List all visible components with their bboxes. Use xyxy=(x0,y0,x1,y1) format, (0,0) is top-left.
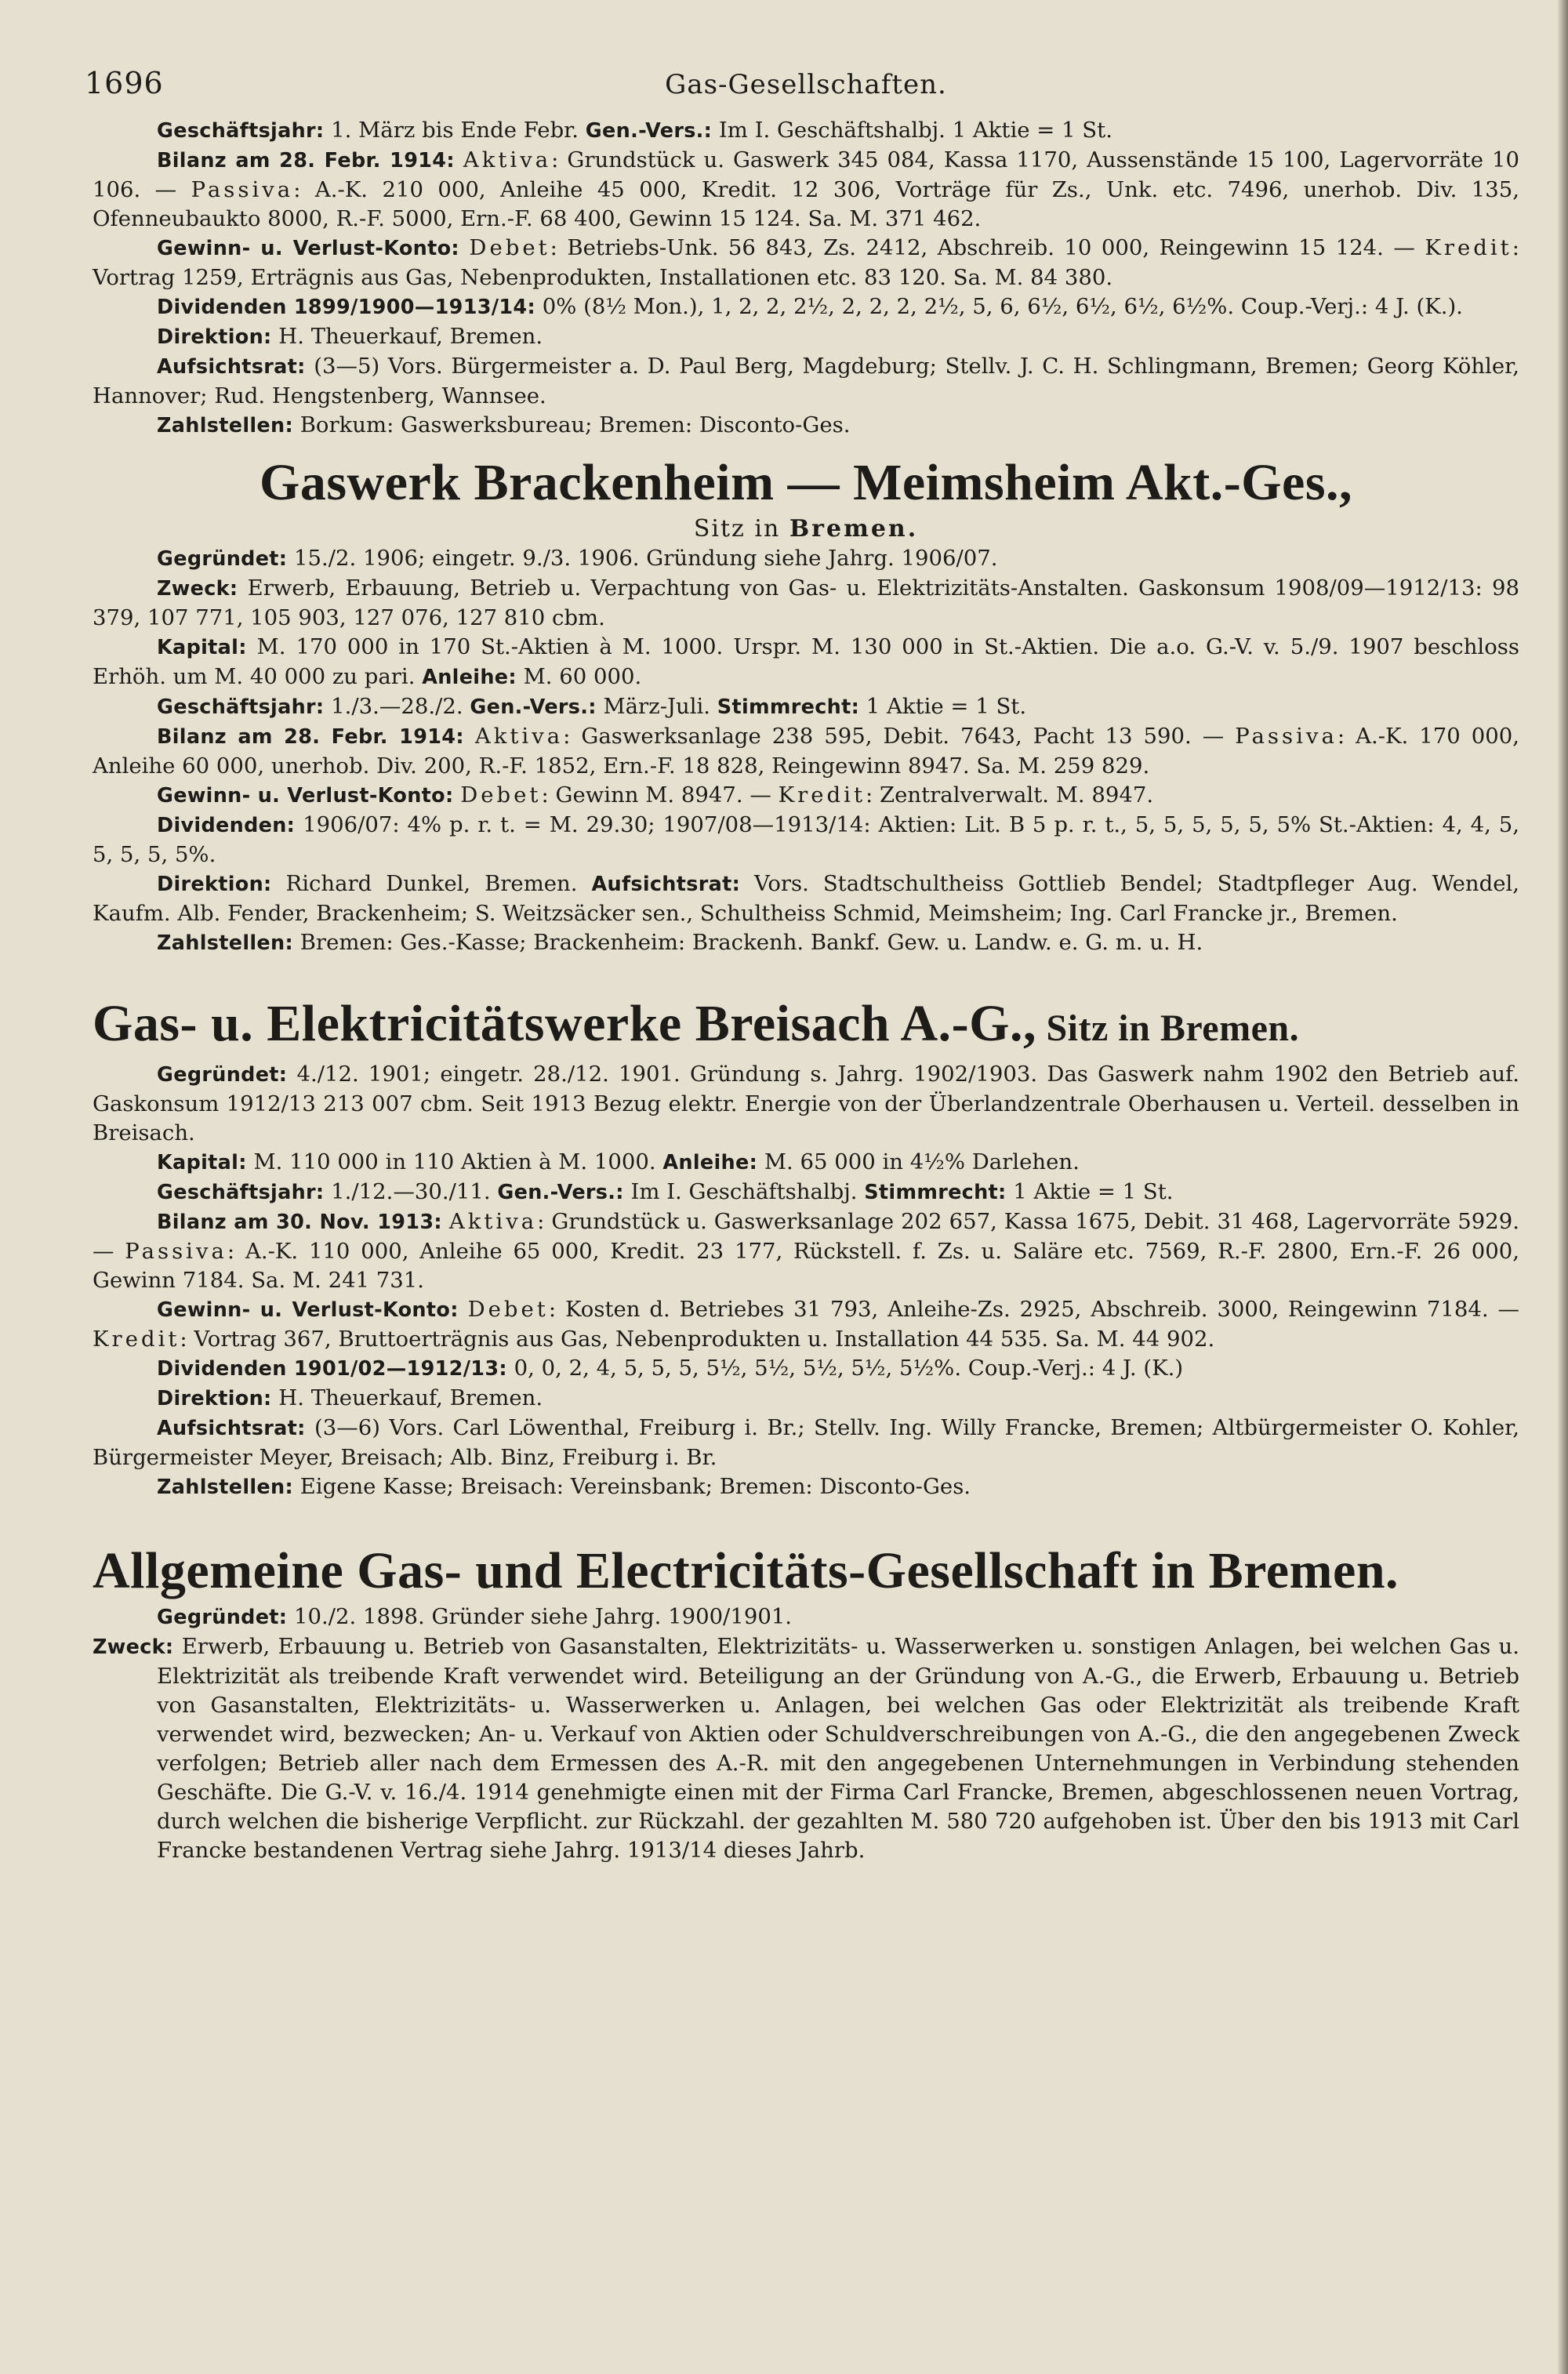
field-text: März-Juli. xyxy=(596,694,717,719)
company-entry-breisach xyxy=(93,993,1519,1502)
entry-paragraph xyxy=(93,1603,1519,1632)
spaced-label: Kredit xyxy=(778,782,866,808)
entry-paragraph xyxy=(93,1148,1519,1178)
entry-paragraph xyxy=(93,292,1519,322)
field-label: Stimmrecht: xyxy=(717,695,860,719)
entry-paragraph xyxy=(93,633,1519,692)
field-label: Gegründet: xyxy=(157,547,288,571)
entry-paragraph xyxy=(93,1414,1519,1472)
field-text: Im I. Geschäftshalbj. xyxy=(623,1179,865,1204)
entry-paragraph xyxy=(93,146,1519,234)
entry-paragraph xyxy=(93,1178,1519,1207)
spaced-label: Debet xyxy=(467,1297,549,1322)
company-heading xyxy=(93,993,1519,1060)
field-label: Bilanz am 30. Nov. 1913: xyxy=(157,1211,442,1234)
field-label: Kapital: xyxy=(157,1151,247,1174)
field-text: 1./12.—30./11. xyxy=(324,1179,498,1204)
entry-paragraph xyxy=(93,1384,1519,1414)
field-text: : Gewinn M. 8947. — xyxy=(541,782,779,808)
field-label: Aufsichtsrat: xyxy=(157,355,306,379)
field-label: Gen.-Vers.: xyxy=(585,119,713,143)
spaced-label: Aktiva xyxy=(448,1209,538,1234)
running-header xyxy=(85,61,1519,116)
field-text: M. 60 000. xyxy=(516,664,642,689)
field-label: Zahlstellen: xyxy=(157,414,293,437)
field-text: H. Theuerkauf, Bremen. xyxy=(271,1385,543,1410)
field-text: : Grundstück u. Gaswerk 345 084, Kassa 1170, Aussenstände 15 100, Lagervorräte 10 106. — xyxy=(93,147,1520,202)
seat-city: Bremen. xyxy=(789,515,919,543)
field-text: Erwerb, Erbauung, Betrieb u. Verpachtung von Gas- u. Elektrizitäts-Anstalten. Gaskonsum 1908/09—1912/13: 98 379, 107 771, 105 903, 127 076, 127 810 cbm. xyxy=(93,575,1519,630)
field-text: 4./12. 1901; eingetr. 28./12. 1901. Gründung s. Jahrg. 1902/1903. Das Gaswerk nahm 1902 den Betrieb auf. Gaskonsum 1912/13 213 007 cbm. Seit 1913 Bezug elektr. Energie von der Überlandzentrale Oberhausen u. Verteil. desselben in Breisach. xyxy=(93,1062,1519,1145)
field-text: M. 65 000 in 4½% Darlehen. xyxy=(757,1149,1080,1174)
field-text: M. 110 000 in 110 Aktien à M. 1000. xyxy=(246,1149,663,1174)
spaced-label: Debet xyxy=(460,782,542,808)
entry-paragraph xyxy=(93,116,1519,146)
field-label: Zahlstellen: xyxy=(157,931,293,955)
field-label: Anleihe: xyxy=(422,666,517,689)
entry-paragraph xyxy=(93,1207,1519,1295)
continuation-entry xyxy=(93,116,1519,441)
field-label: Zweck: xyxy=(157,577,238,601)
entry-paragraph xyxy=(93,811,1519,869)
spaced-label: Passiva xyxy=(1235,724,1338,749)
field-label: Dividenden 1901/02—1912/13: xyxy=(157,1357,507,1381)
field-text: : A.-K. 110 000, Anleihe 65 000, Kredit. 23 177, Rückstell. f. Zs. u. Saläre etc. 7569, R.-F. 2800, Ern.-F. 26 000, Gewinn 7184. Sa. M. 241 731. xyxy=(93,1239,1519,1293)
field-text: M. 170 000 in 170 St.-Aktien à M. 1000. Urspr. M. 130 000 in St.-Aktien. Die a.o. G.-V. v. 5./9. 1907 beschloss Erhöh. um M. 40 000 zu pari. xyxy=(93,634,1519,689)
field-text: : A.-K. 170 000, Anleihe 60 000, unerhob. Div. 200, R.-F. 1852, Ern.-F. 18 828, Reingewinn 8947. Sa. M. 259 829. xyxy=(93,724,1520,779)
company-seat: Sitz in Bremen. xyxy=(1036,1007,1300,1049)
entry-paragraph xyxy=(93,411,1519,441)
entry-paragraph xyxy=(93,544,1519,574)
field-text: Vors. Stadtschultheiss Gottlieb Bendel; Stadtpfleger Aug. Wendel, Kaufm. Alb. Fender, Brackenheim; S. Weitzsäcker sen., Schultheiss Schmid, Meimsheim; Ing. Carl Francke jr., Bremen. xyxy=(93,871,1520,926)
company-name: Gas- u. Elektricitätswerke Breisach A.-G., xyxy=(93,995,1036,1052)
field-label: Gen.-Vers.: xyxy=(497,1181,624,1204)
company-heading: Allgemeine Gas- und Electricitäts-Gesellschaft in Bremen. xyxy=(93,1542,1399,1599)
company-heading: Gaswerk Brackenheim — Meimsheim Akt.-Ges., xyxy=(259,454,1352,511)
entry-paragraph xyxy=(93,722,1519,781)
scan-shadow-edge xyxy=(1557,0,1568,2374)
seat-prefix: Sitz in xyxy=(693,515,789,543)
field-text: (3—6) Vors. Carl Löwenthal, Freiburg i. Br.; Stellv. Ing. Willy Francke, Bremen; Altbürgermeister O. Kohler, Bürgermeister Meyer, Breisach; Alb. Binz, Freiburg i. Br. xyxy=(93,1415,1519,1470)
entry-paragraph xyxy=(93,1354,1519,1384)
field-text: : Vortrag 1259, Erträgnis aus Gas, Nebenprodukten, Installationen etc. 83 120. Sa. M. 84 380. xyxy=(93,235,1519,290)
field-label: Anleihe: xyxy=(662,1151,758,1174)
field-label: Geschäftsjahr: xyxy=(157,695,325,719)
entry-paragraph xyxy=(93,869,1519,928)
entry-paragraph xyxy=(93,692,1519,722)
entry-paragraph xyxy=(93,322,1519,352)
company-entry-allgemeine xyxy=(93,1540,1519,1865)
field-text: : Zentralverwalt. M. 8947. xyxy=(866,782,1154,808)
field-text: 1./3.—28./2. xyxy=(324,694,470,719)
field-label: Dividenden: xyxy=(157,814,296,837)
field-label: Kapital: xyxy=(157,636,247,659)
field-text: 10./2. 1898. Gründer siehe Jahrg. 1900/1901. xyxy=(287,1604,793,1629)
field-text: Bremen: Ges.-Kasse; Brackenheim: Brackenh. Bankf. Gew. u. Landw. e. G. m. u. H. xyxy=(292,930,1203,955)
field-text: : A.-K. 210 000, Anleihe 45 000, Kredit. 12 306, Vorträge für Zs., Unk. etc. 7496, unerhob. Div. 135, Ofenneubaukto 8000, R.-F. 5000, Ern.-F. 68 400, Gewinn 15 124. Sa. M. 371 462. xyxy=(93,177,1520,231)
field-text: 15./2. 1906; eingetr. 9./3. 1906. Gründung siehe Jahrg. 1906/07. xyxy=(287,546,998,571)
field-label: Aufsichtsrat: xyxy=(157,1417,306,1440)
spaced-label: Kredit xyxy=(1425,235,1512,260)
field-label: Bilanz am 28. Febr. 1914: xyxy=(157,725,464,749)
company-entry-brackenheim xyxy=(93,452,1519,958)
field-text: Erwerb, Erbauung u. Betrieb von Gasanstalten, Elektrizitäts- u. Wasserwerken u. sonstigen Anlagen, bei welchen Gas u. Elektrizität als treibende Kraft verwendet wird. Beteiligung an der Gründung von A.-G., die Erwerb, Erbauung u. Betrieb von Gasanstalten, Elektrizitäts- u. Wasserwerken u. Anlagen, bei welchen Gas oder Elektrizität als treibende Kraft verwendet wird, bezwecken; An- u. Verkauf von Aktien oder Schuldverschreibungen von A.-G., die den angegebenen Zweck verfolgen; Betrieb aller nach dem Ermessen des A.-R. mit den angegebenen Unternehmungen in Verbindung stehenden Geschäfte. Die G.-V. v. 16./4. 1914 genehmigte einen mit der Firma Carl Francke, Bremen, abgeschlossenen neuen Vortrag, durch welchen die bisherige Verpflicht. zur Rückzahl. der gezahlten M. 580 720 aufgehoben ist. Über den bis 1913 mit Carl Francke bestandenen Vertrag siehe Jahrg. 1913/14 dieses Jahrb. xyxy=(157,1634,1519,1863)
field-label: Dividenden 1899/1900—1913/14: xyxy=(157,296,535,319)
field-text: 0% (8½ Mon.), 1, 2, 2, 2½, 2, 2, 2, 2½, 5, 6, 6½, 6½, 6½, 6½%. Coup.-Verj.: 4 J. (K.). xyxy=(535,294,1463,319)
entry-paragraph xyxy=(93,1295,1519,1354)
field-label: Direktion: xyxy=(157,1387,272,1410)
field-text: : Grundstück u. Gaswerksanlage 202 657, Kassa 1675, Debit. 31 468, Lagervorräte 5929. — xyxy=(93,1209,1519,1264)
field-label: Geschäftsjahr: xyxy=(157,1181,325,1204)
field-label: Stimmrecht: xyxy=(864,1181,1007,1204)
entry-paragraph xyxy=(93,1632,1519,1865)
entry-paragraph xyxy=(93,574,1519,633)
field-label: Gewinn- u. Verlust-Konto: xyxy=(157,237,459,260)
field-label: Zweck: xyxy=(93,1635,174,1659)
field-text: Borkum: Gaswerksbureau; Bremen: Disconto-Ges. xyxy=(292,412,851,437)
company-seat xyxy=(93,514,1519,544)
field-text: H. Theuerkauf, Bremen. xyxy=(271,324,543,349)
field-text: : Betriebs-Unk. 56 843, Zs. 2412, Abschreib. 10 000, Reingewinn 15 124. — xyxy=(550,235,1425,260)
field-label: Gewinn- u. Verlust-Konto: xyxy=(157,1298,459,1322)
field-label: Gegründet: xyxy=(157,1606,288,1629)
field-text: 1. März bis Ende Febr. xyxy=(324,118,586,143)
entry-paragraph xyxy=(93,1060,1519,1148)
entry-paragraph xyxy=(93,1472,1519,1502)
spaced-label: Passiva xyxy=(191,177,294,202)
field-label: Gewinn- u. Verlust-Konto: xyxy=(157,784,454,808)
field-text: 0, 0, 2, 4, 5, 5, 5, 5½, 5½, 5½, 5½, 5½%. Coup.-Verj.: 4 J. (K.) xyxy=(506,1356,1184,1381)
entry-paragraph xyxy=(93,781,1519,811)
field-label: Zahlstellen: xyxy=(157,1476,293,1499)
page-number: 1696 xyxy=(85,66,164,100)
field-text: : Gaswerksanlage 238 595, Debit. 7643, Pacht 13 590. — xyxy=(563,724,1236,749)
entry-paragraph xyxy=(93,928,1519,958)
entry-paragraph xyxy=(93,234,1519,292)
field-text: 1 Aktie = 1 St. xyxy=(1006,1179,1174,1204)
entry-paragraph xyxy=(93,352,1519,411)
field-label: Gegründet: xyxy=(157,1063,288,1087)
field-text: 1906/07: 4% p. r. t. = M. 29.30; 1907/08—1913/14: Aktien: Lit. B 5 p. r. t., 5, 5, 5, 5, 5, 5% St.-Aktien: 4, 4, 5, 5, 5, 5, 5%. xyxy=(93,812,1519,867)
field-label: Geschäftsjahr: xyxy=(157,119,325,143)
field-text: : Kosten d. Betriebes 31 793, Anleihe-Zs. 2925, Abschreib. 3000, Reingewinn 7184. — xyxy=(548,1297,1519,1322)
spaced-label: Aktiva xyxy=(474,724,564,749)
field-text: 1 Aktie = 1 St. xyxy=(859,694,1027,719)
field-label: Aufsichtsrat: xyxy=(591,873,741,896)
field-label: Bilanz am 28. Febr. 1914: xyxy=(157,149,455,172)
spaced-label: Debet xyxy=(469,235,550,260)
field-text: (3—5) Vors. Bürgermeister a. D. Paul Berg, Magdeburg; Stellv. J. C. H. Schlingmann, Bremen; Georg Köhler, Hannover; Rud. Hengstenberg, Wannsee. xyxy=(93,354,1519,408)
spaced-label: Aktiva xyxy=(463,147,552,172)
field-label: Direktion: xyxy=(157,325,272,349)
field-label: Gen.-Vers.: xyxy=(470,695,597,719)
spaced-label: Passiva xyxy=(125,1239,227,1264)
spaced-label: Kredit xyxy=(93,1327,180,1352)
field-label: Direktion: xyxy=(157,873,272,896)
field-text: : Vortrag 367, Bruttoerträgnis aus Gas, Nebenprodukten u. Installation 44 535. Sa. M. 44 902. xyxy=(180,1327,1215,1352)
running-title: Gas-Gesellschaften. xyxy=(665,69,947,100)
field-text: Im I. Geschäftshalbj. 1 Aktie = 1 St. xyxy=(712,118,1112,143)
field-text: Richard Dunkel, Bremen. xyxy=(271,871,592,896)
field-text: Eigene Kasse; Breisach: Vereinsbank; Bremen: Disconto-Ges. xyxy=(292,1474,971,1499)
